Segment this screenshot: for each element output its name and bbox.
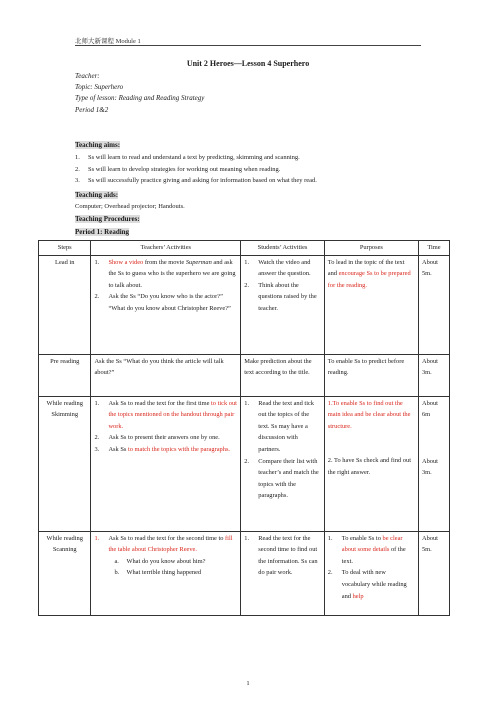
period-line: Period 1&2 — [75, 105, 109, 114]
document-title: Unit 2 Heroes—Lesson 4 Superhero — [186, 59, 310, 68]
purpose-cell: To enable Ss to predict before reading. — [324, 354, 418, 396]
time-cell: About 6m About 3m. — [418, 396, 449, 531]
table-row-scanning — [39, 531, 450, 615]
step-cell: Lead in — [39, 255, 91, 354]
teaching-aids-heading: Teaching aids: — [75, 191, 119, 199]
step-cell: While reading Scanning — [39, 531, 91, 615]
topic-line: Topic: Superhero — [75, 83, 124, 92]
header-time: Time — [418, 241, 449, 256]
header-purposes: Purposes — [324, 241, 418, 256]
student-activities-cell: Make prediction about the text according to the title. — [241, 354, 324, 396]
purpose-cell: To lead in the topic of the text and encourage Ss to be prepared for the reading. — [324, 255, 418, 354]
student-activities-cell: 1. Read the text and tick out the topics of the text. Ss may have a discussion with partners. 2. Compare their list with teacher’s and match the topics with the paragraphs. — [241, 396, 324, 531]
step-cell: While reading Skimming — [39, 396, 91, 531]
lesson-meta — [75, 71, 204, 116]
aim-item: 1. Ss will learn to read and understand a text by predicting, skimming and scanning. — [75, 154, 300, 161]
teacher-activities-cell: Ask the Ss “What do you think the article will talk about?” — [91, 354, 241, 396]
procedure-table — [38, 240, 450, 616]
teaching-aims-list — [75, 152, 317, 187]
time-cell: About 5m. — [418, 531, 449, 615]
teaching-aids-text: Computer; Overhead projector; Handouts. — [75, 203, 185, 210]
table-header-row — [39, 241, 450, 256]
header-rule — [75, 45, 421, 46]
time-cell: About 5m. — [418, 255, 449, 354]
teaching-aims-heading: Teaching aims: — [75, 141, 121, 149]
aim-item: 2. Ss will learn to develop strategies for working out meaning when reading. — [75, 165, 281, 173]
time-cell: About 3m. — [418, 354, 449, 396]
teacher-activities-cell: 1. Show a video from the movie Superman and ask the Ss to guess who is the superhero we are going to talk about. 2. Ask the Ss “Do you know who is the actor?” “What do you know about Christopher Reeve?” — [91, 255, 241, 354]
purpose-cell: 1. To enable Ss to be clear about some details of the text. 2. To deal with new vocabulary while reading and help — [324, 531, 418, 615]
teacher-activities-cell: 1. Ask Ss to read the text for the first time to tick out the topics mentioned on the handout through pair work. 2. Ask Ss to present their answers one by one. 3. Ask Ss to match the topics with the paragraphs. — [91, 396, 241, 531]
teacher-line: Teacher: — [75, 72, 100, 80]
header-teachers-activities: Teachers’ Activities — [91, 241, 241, 256]
table-row-pre-reading — [39, 354, 450, 396]
page-number: 1 — [246, 680, 250, 687]
period1-heading: Period 1: Reading — [75, 228, 130, 236]
table-row-lead-in — [39, 255, 450, 354]
student-activities-cell: 1. Read the text for the second time to find out the information. Ss can do pair work. — [241, 531, 324, 615]
page-header: 北师大新课程 Module 1 — [75, 38, 141, 45]
lesson-type-line: Type of lesson: Reading and Reading Strategy — [75, 94, 205, 103]
step-cell: Pre reading — [39, 354, 91, 396]
header-steps: Steps — [39, 241, 91, 256]
table-row-skimming — [39, 396, 450, 531]
teacher-activities-cell: 1. Ask Ss to read the text for the second time to fill the table about Christopher Reeve. a. What do you know about him? b. What terrible thing happened — [91, 531, 241, 615]
student-activities-cell: 1. Watch the video and answer the question. 2. Think about the questions raised by the teacher. — [241, 255, 324, 354]
purpose-cell: 1.To enable Ss to find out the main idea and be clear about the structure. 2. To have Ss check and find out the right answer. — [324, 396, 418, 531]
teaching-procedures-heading: Teaching Procedures: — [75, 215, 140, 223]
header-students-activities: Students’ Activities — [241, 241, 324, 256]
aim-item: 3. Ss will successfully practice giving and asking for information based on what they read. — [75, 177, 317, 184]
